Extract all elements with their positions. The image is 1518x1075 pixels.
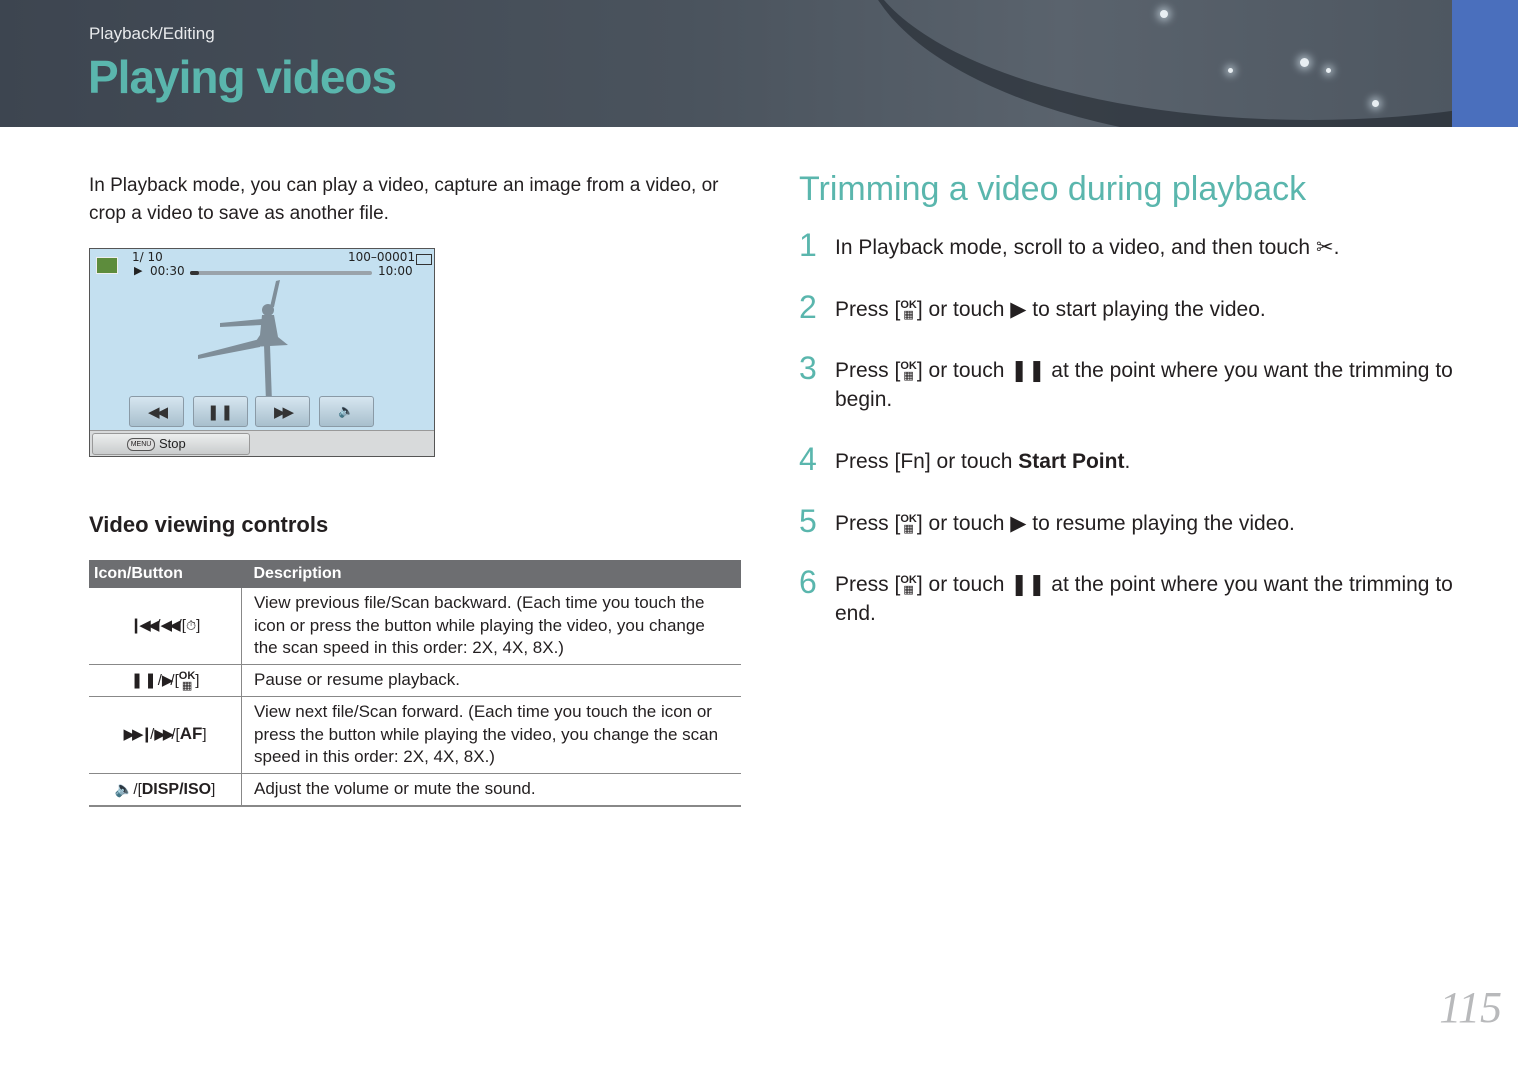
step-number: 5 (799, 503, 817, 539)
step-text: In Playback mode, scroll to a video, and then touch ✂. (835, 233, 1460, 262)
progress-bar[interactable] (190, 271, 372, 275)
table-row (89, 588, 741, 664)
chapter-header (0, 0, 1518, 127)
description-cell: View previous file/Scan backward. (Each time you touch the icon or press the button while playing the video, you change the scan speed in this order: 2X, 4X, 8X.) (242, 588, 742, 664)
rewind-icon: ◀◀ (160, 615, 178, 634)
video-thumbnail-icon (96, 257, 118, 274)
fast-forward-button[interactable]: ▶▶ (255, 396, 310, 427)
volume-icon: 🔈 (114, 779, 134, 798)
total-time: 10:00 (378, 264, 413, 278)
table-row (89, 664, 741, 697)
step-text: Press [OK ▦ ] or touch ❚❚ at the point where you want the trimming to end. (835, 572, 1453, 625)
menu-key-icon: MENU (127, 438, 155, 451)
description-cell: Pause or resume playback. (242, 664, 742, 697)
header-decoration (860, 0, 1518, 127)
ok-button-icon: OK ▦ (178, 669, 196, 692)
file-counter: 1/ 10 (132, 250, 163, 264)
breadcrumb: Playback/Editing (89, 24, 215, 43)
pause-button[interactable]: ❚❚ (193, 396, 248, 427)
description-cell: Adjust the volume or mute the sound. (242, 773, 742, 806)
icon-cell: ❙◀◀/◀◀/[⏱] (89, 588, 242, 664)
start-point-label: Start Point (1018, 450, 1125, 473)
step-text: Press [OK ▦ ] or touch ❚❚ at the point where you want the trimming to begin. (835, 358, 1453, 411)
fast-forward-icon: ▶▶ (154, 725, 172, 743)
play-state-icon: ▶ (134, 264, 143, 277)
ok-button-icon: OK ▦ (900, 513, 917, 536)
elapsed-time: 00:30 (150, 264, 185, 278)
step-text: Press [Fn] or touch Start Point. (835, 450, 1131, 473)
pause-icon: ❚❚ (130, 670, 158, 689)
progress-fill (190, 271, 199, 275)
disp-iso-button-icon: DISP/ISO (141, 780, 212, 798)
stop-label: Stop (159, 436, 186, 451)
battery-icon (416, 254, 432, 265)
intro-paragraph: In Playback mode, you can play a video, capture an image from a video, or crop a video to save as another file. (89, 175, 719, 224)
ok-button-icon: OK ▦ (900, 574, 917, 597)
page-number: 115 (1439, 983, 1502, 1032)
step-number: 6 (799, 564, 817, 600)
pause-icon[interactable]: ❚❚ (1010, 572, 1046, 596)
sparkle-decoration (1326, 68, 1331, 73)
step-number: 4 (799, 441, 817, 477)
sparkle-decoration (1228, 68, 1233, 73)
description-cell: View next file/Scan forward. (Each time you touch the icon or press the button while playing the video, you change the scan speed in this order: 2X, 4X, 8X.) (242, 697, 742, 774)
af-button-icon: AF (179, 724, 203, 743)
step-text: Press [OK ▦ ] or touch ▶ to start playing the video. (835, 295, 1460, 324)
skip-back-icon: ❙◀◀ (129, 615, 157, 634)
menu-bar (90, 430, 434, 457)
section-title-trimming: Trimming a video during playback (799, 170, 1307, 208)
pause-icon[interactable]: ❚❚ (1010, 358, 1046, 382)
play-icon[interactable]: ▶ (1010, 511, 1027, 535)
dancer-illustration (190, 277, 300, 407)
stop-button[interactable] (92, 433, 250, 455)
chapter-tab (1452, 0, 1518, 127)
sparkle-decoration (1160, 10, 1168, 18)
column-header-description: Description (242, 560, 742, 588)
table-row (89, 773, 741, 806)
icon-cell: ▶▶❙/▶▶/[AF] (89, 697, 242, 774)
sparkle-decoration (1300, 58, 1309, 67)
table-row (89, 697, 741, 774)
step-number: 3 (799, 350, 817, 386)
section-heading: Video viewing controls (89, 512, 329, 537)
volume-button[interactable]: 🔈 (319, 396, 374, 427)
page-title: Playing videos (88, 51, 397, 103)
play-icon[interactable]: ▶ (1010, 297, 1027, 321)
step-text: Press [OK ▦ ] or touch ▶ to resume playing the video. (835, 509, 1460, 538)
sparkle-decoration (1372, 100, 1379, 107)
file-number: 100–00001 (348, 250, 416, 264)
fn-button-icon: Fn (900, 450, 925, 473)
controls-table (89, 560, 741, 807)
rewind-button[interactable]: ◀◀ (129, 396, 184, 427)
step-number: 2 (799, 289, 817, 325)
ok-button-icon: OK ▦ (900, 360, 917, 383)
icon-cell: ❚❚/▶/[OK ▦ ] (89, 664, 242, 697)
camera-playback-screen (89, 248, 435, 457)
table-header-row (89, 560, 741, 588)
play-icon: ▶ (161, 670, 171, 689)
ok-button-icon: OK ▦ (900, 299, 917, 322)
column-header-icon: Icon/Button (89, 560, 242, 588)
timer-button-icon: ⏱ (185, 618, 197, 634)
step-number: 1 (799, 227, 817, 263)
trim-scissors-icon[interactable]: ✂ (1315, 235, 1334, 259)
skip-forward-icon: ▶▶❙ (123, 725, 151, 743)
icon-cell: 🔈/[DISP/ISO] (89, 773, 242, 806)
